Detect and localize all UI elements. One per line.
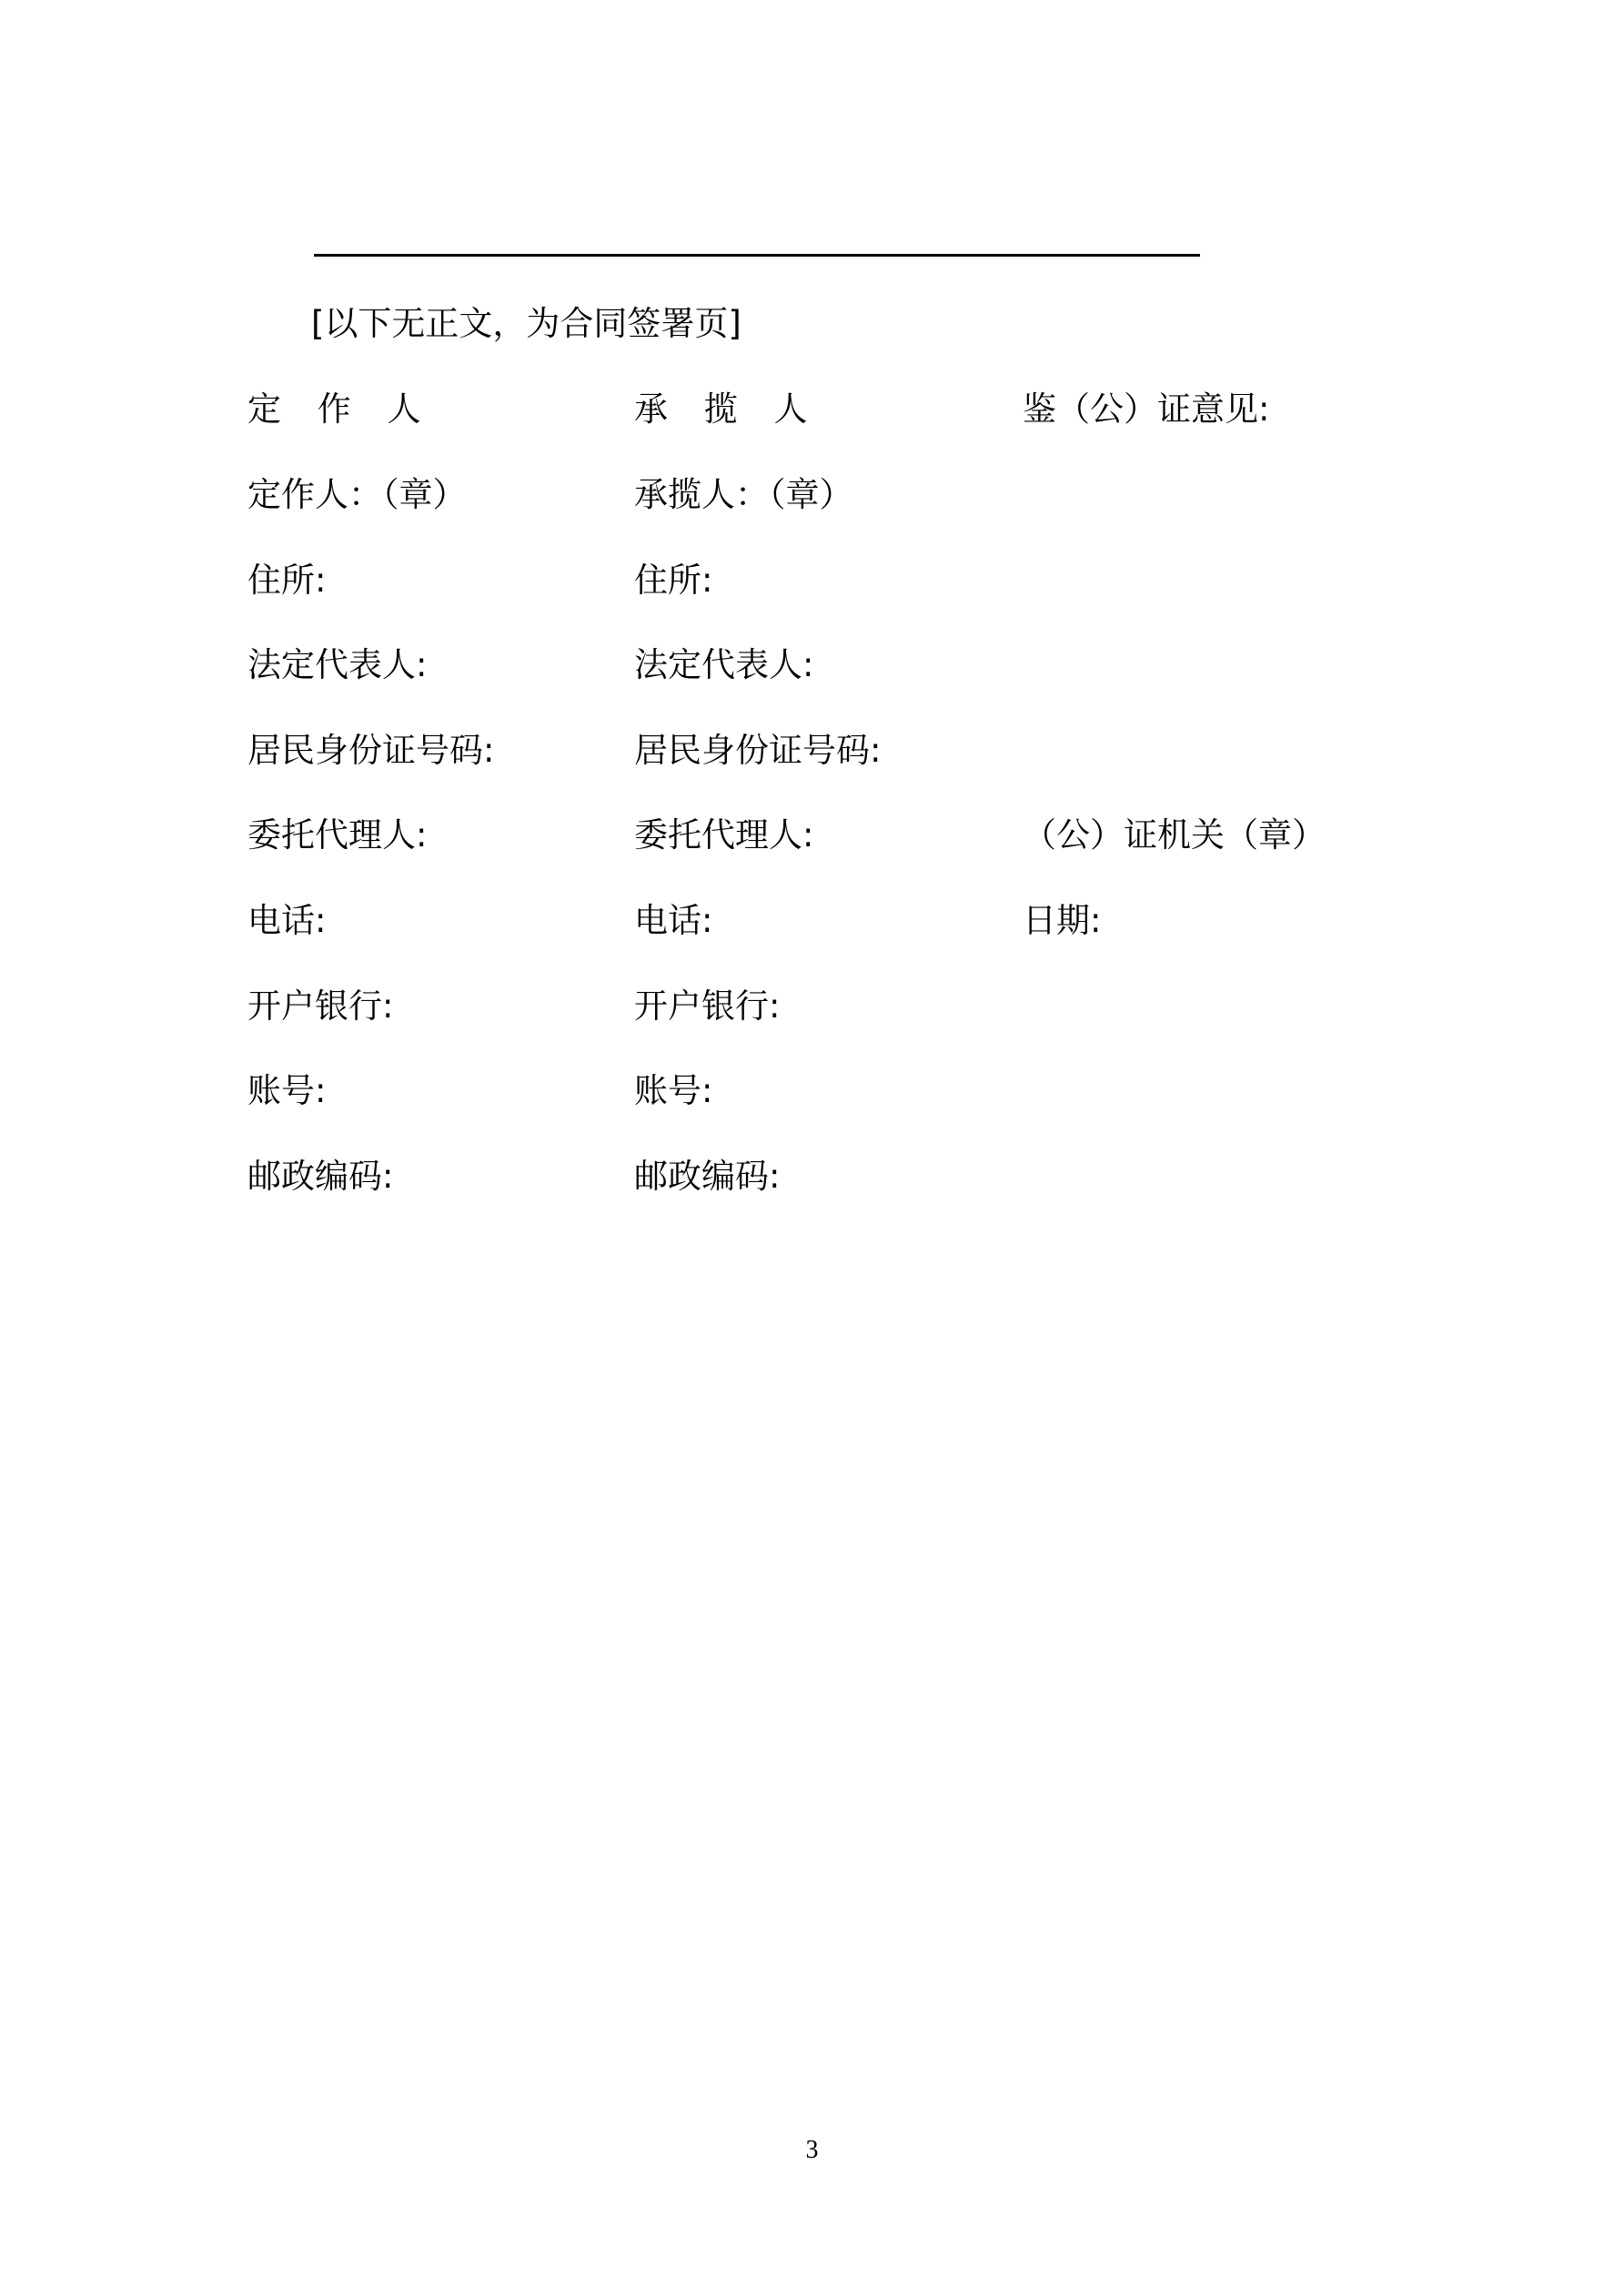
no-more-text-note: [以下无正文，为合同签署页]: [311, 304, 741, 343]
party-a-address-field: 住所:: [247, 561, 327, 600]
party-b-id-number-field: 居民身份证号码:: [634, 731, 882, 770]
party-b-account-field: 账号:: [634, 1071, 713, 1110]
party-b-seal-field: 承揽人：（章）: [634, 475, 853, 514]
party-a-legal-rep-field: 法定代表人:: [247, 645, 428, 684]
party-b-phone-field: 电话:: [634, 901, 713, 940]
notary-seal-field: （公）证机关（章）: [1023, 815, 1326, 855]
party-b-address-field: 住所:: [634, 561, 713, 600]
party-b-bank-field: 开户银行:: [634, 986, 781, 1026]
page-number: 3: [805, 2136, 819, 2164]
party-a-postcode-field: 邮政编码:: [247, 1157, 394, 1196]
party-b-heading: 承 揽 人: [634, 389, 821, 429]
party-b-legal-rep-field: 法定代表人:: [634, 645, 814, 684]
party-a-heading: 定 作 人: [247, 389, 434, 429]
notary-date-field: 日期:: [1023, 901, 1102, 940]
party-a-id-number-field: 居民身份证号码:: [247, 731, 495, 770]
party-a-bank-field: 开户银行:: [247, 986, 394, 1026]
party-a-seal-field: 定作人：（章）: [247, 475, 467, 514]
notary-opinion-heading: 鉴（公）证意见:: [1023, 389, 1270, 429]
party-b-agent-field: 委托代理人:: [634, 815, 814, 855]
party-a-account-field: 账号:: [247, 1071, 327, 1110]
party-a-phone-field: 电话:: [247, 901, 327, 940]
party-b-postcode-field: 邮政编码:: [634, 1157, 781, 1196]
party-a-agent-field: 委托代理人:: [247, 815, 428, 855]
top-divider-line: [314, 254, 1200, 257]
